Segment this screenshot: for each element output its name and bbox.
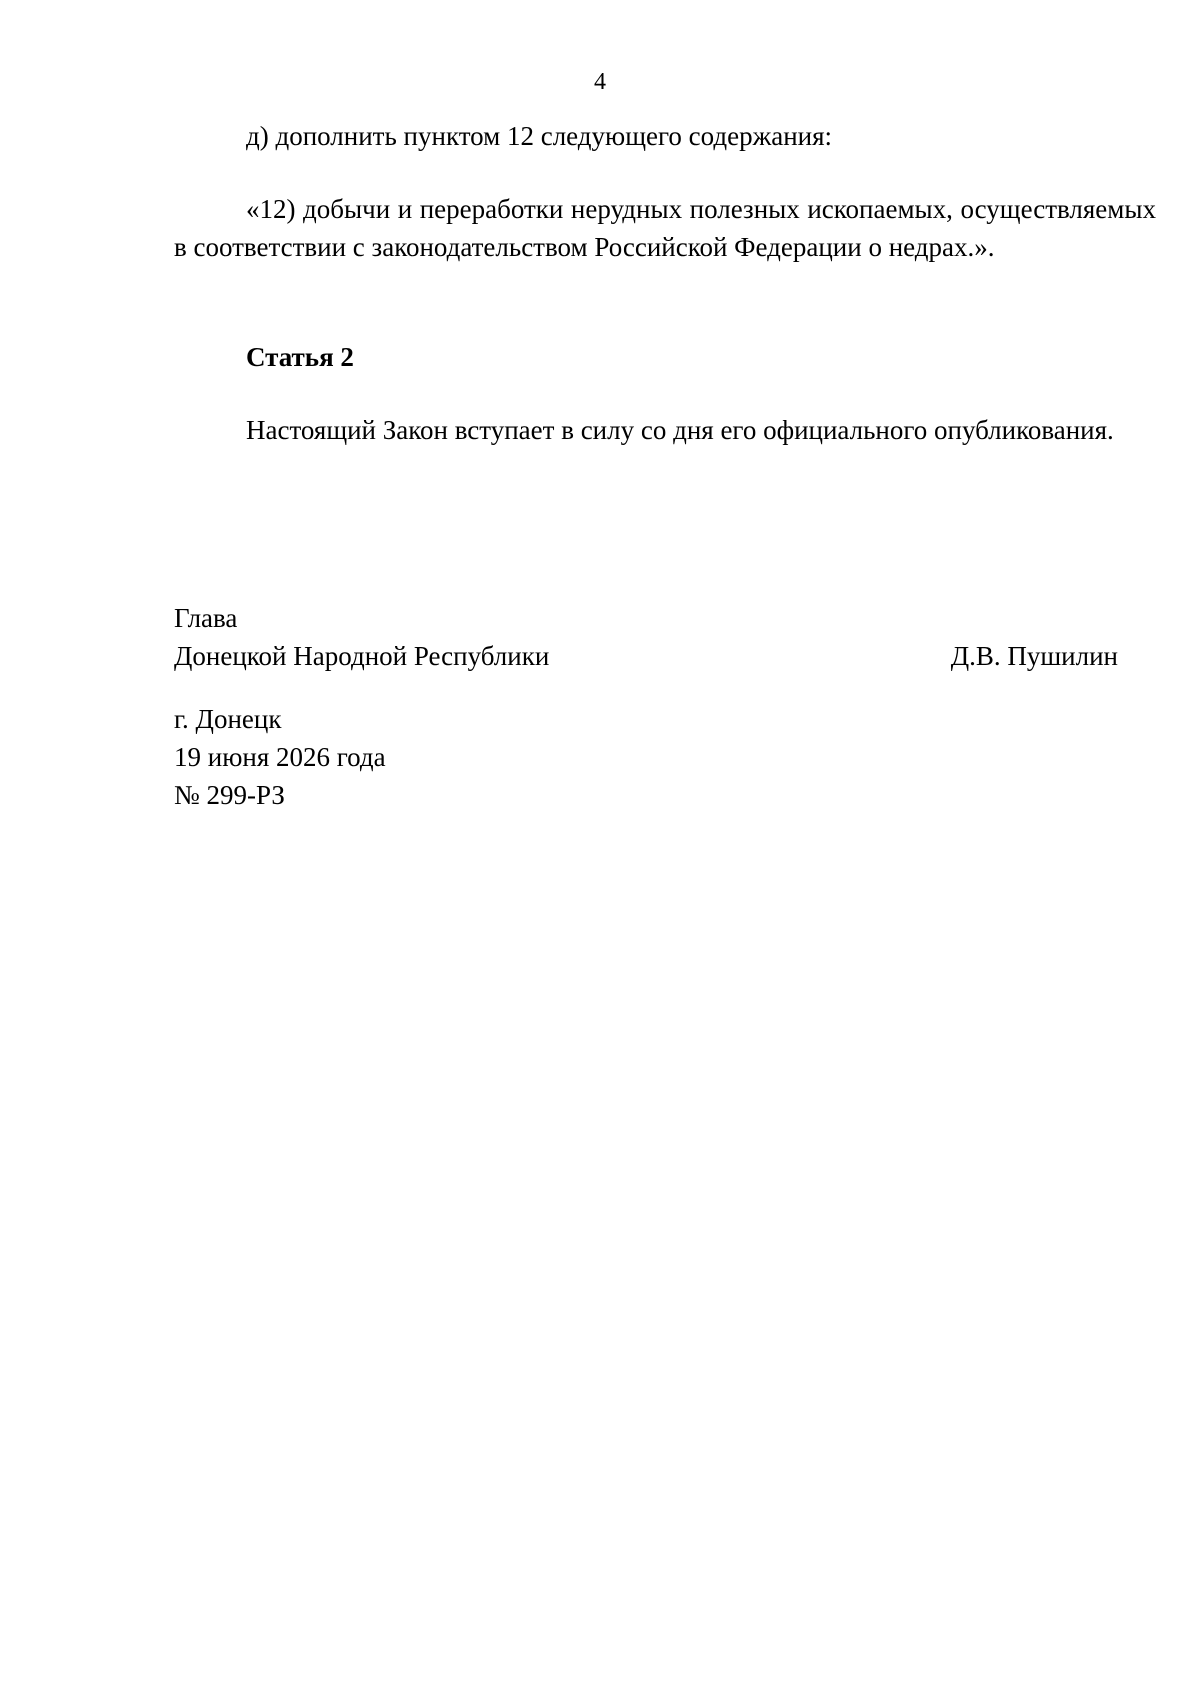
date: 19 июня 2026 года <box>174 742 386 772</box>
effective-clause: Настоящий Закон вступает в силу со дня его официального опубликования. <box>246 415 1114 445</box>
article-heading: Статья 2 <box>246 342 354 372</box>
signatory-name: Д.В. Пушилин <box>950 641 1118 671</box>
page-number: 4 <box>594 69 606 95</box>
city: г. Донецк <box>174 704 282 734</box>
signatory-title-line1: Глава <box>174 603 238 633</box>
amendment-item-12: «12) добычи и переработки нерудных полезных ископаемых, осуществляемых в соответствии с законодательством Российской Федерации о недрах.». <box>174 194 1156 262</box>
place-date-block <box>174 700 386 814</box>
signatory-title-line2: Донецкой Народной Республики <box>174 641 550 671</box>
law-number: № 299-РЗ <box>174 780 285 810</box>
amendment-item-d: д) дополнить пунктом 12 следующего содержания: <box>246 121 833 151</box>
signature-row <box>174 637 1118 675</box>
